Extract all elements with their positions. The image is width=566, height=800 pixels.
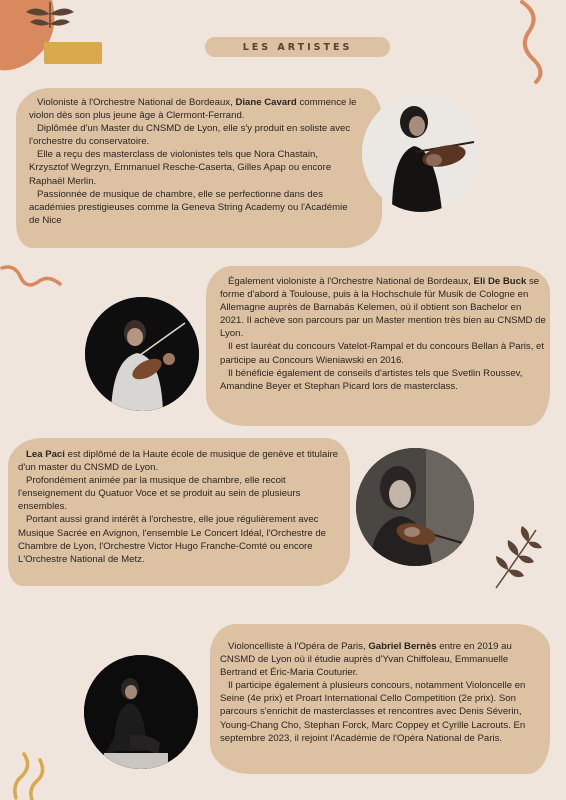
bio-paragraph: Portant aussi grand intérêt à l'orchestre, elle joue régulièrement avec Musique Sacrée en Avignon, l'ensemble Le Concert Idéal, l'Orchestre de Chambre de Lyon, l'Orchestre Victor Hugo Franche-Comté ou encore L'Orchestre National de Metz. <box>18 514 326 565</box>
artist-name: Lea Paci <box>26 449 65 460</box>
bio-paragraph: Il participe également à plusieurs concours, notamment Violoncelle en Seine (4e prix) et Proart International Cello Competition (2e prix). Son parcours s'enrichit de masterclasses et rencontres avec Denis Séverin, Young-Chang Cho, Stephan Forck, Marc Coppey et Cyrille Lacrouts. En septembre 2023, il rejoint l'Académie de l'Opéra National de Paris. <box>220 680 526 744</box>
artist-photo <box>356 448 474 566</box>
violinist-photo-icon <box>362 94 480 212</box>
bio-paragraph: Il est lauréat du concours Vatelot-Rampal et du concours Bellan à Paris, et participe au Concours Wieniawski en 2016. <box>220 341 545 366</box>
gold-bar-decoration <box>44 42 102 64</box>
artist-name: Diane Cavard <box>235 97 297 108</box>
leaf-branch-icon <box>488 524 544 594</box>
artist-bio: Lea Paci est diplômé de la Haute école de musique de genève et titulaire d'un master du CNSMD de Lyon. Profondément animée par la musique de chambre, elle recoit l'enseignement du Quatuor Voce et se produit au sein de plusieurs ensembles. Portant aussi grand intérêt à l'orchestre, elle joue régulièrement avec Musique Sacrée en Avignon, l'ensemble Le Concert Idéal, l'Orchestre de Chambre de Lyon, l'Orchestre Victor Hugo Franche-Comté ou encore L'Orchestre National de Metz. <box>18 448 344 566</box>
artist-bio: Violoniste à l'Orchestre National de Bordeaux, Diane Cavard commence le violon dès son plus jeune âge à Clermont-Ferrand. Diplômée d'un Master du CNSMD de Lyon, elle s'y produit en soliste avec l'orchestre du conservatoire. Elle a reçu des masterclass de violonistes tels que Nora Chastain, Krzysztof Wegrzyn, Emmanuel Resche-Caserta, Gilles Apap ou encore Raphaël Merlin. Passionnée de musique de chambre, elle se perfectionne dans des académies prestigieuses comme la Geneva String Academy ou l'Académie de Nice <box>29 97 357 226</box>
cellist-photo-icon <box>84 655 198 769</box>
artist-photo <box>85 297 199 411</box>
bio-paragraph: Diplômée d'un Master du CNSMD de Lyon, elle s'y produit en soliste avec l'orchestre du conservatoire. <box>29 123 351 148</box>
artist-name: Gabriel Bernès <box>368 641 437 652</box>
squiggle-decoration <box>512 0 552 85</box>
bio-paragraph: Elle a reçu des masterclass de violonistes tels que Nora Chastain, Krzysztof Wegrzyn, Emmanuel Resche-Caserta, Gilles Apap ou encore Raphaël Merlin. <box>29 149 332 187</box>
artist-name: Eli De Buck <box>473 276 527 287</box>
page-title <box>205 37 390 57</box>
leaf-icon <box>22 0 78 30</box>
artist-bio: Également violoniste à l'Orchestre National de Bordeaux, Eli De Buck se forme d'abord à Toulouse, puis à la Hochschule für Musik de Cologne en Allemagne auprès de Barnabás Kelemen, où il obtient son Bachelor en 2021. Il achève son parcours par un Master mention très bien au CNSMD de Lyon. Il est lauréat du concours Vatelot-Rampal et du concours Bellan à Paris, et participe au Concours Wieniawski en 2016. Il bénéficie également de conseils d'artistes tels que Svetlin Roussev, Amandine Beyer et Stephan Picard lors de masterclass. <box>220 276 546 392</box>
bio-paragraph: Profondément animée par la musique de chambre, elle recoit l'enseignement du Quatuor Voce et se produit au sein de plusieurs ensembles. <box>18 475 301 513</box>
artist-photo <box>84 655 198 769</box>
squiggle-decoration <box>10 750 50 800</box>
violinist-photo-icon <box>356 448 474 566</box>
artist-photo <box>362 94 480 212</box>
bio-paragraph: Passionnée de musique de chambre, elle se perfectionne dans des académies prestigieuses comme la Geneva String Academy ou l'Académie de Nice <box>29 188 348 226</box>
bio-paragraph: Il bénéficie également de conseils d'artistes tels que Svetlin Roussev, Amandine Beyer et Stephan Picard lors de masterclass. <box>220 367 523 392</box>
page-title-text: LES ARTISTES <box>242 41 353 53</box>
violinist-photo-icon <box>85 297 199 411</box>
artist-bio: Violoncelliste à l'Opéra de Paris, Gabriel Bernès entre en 2019 au CNSMD de Lyon où il étudie auprès d'Yvan Chiffoleau, Emmanuelle Bertrand et Éric-Maria Couturier. Il participe également à plusieurs concours, notamment Violoncelle en Seine (4e prix) et Proart International Cello Competition (2e prix). Son parcours s'enrichit de masterclasses et rencontres avec Denis Séverin, Young-Chang Cho, Stephan Forck, Marc Coppey et Cyrille Lacrouts. En septembre 2023, il rejoint l'Académie de l'Opéra National de Paris. <box>220 640 546 745</box>
squiggle-decoration <box>0 262 64 302</box>
